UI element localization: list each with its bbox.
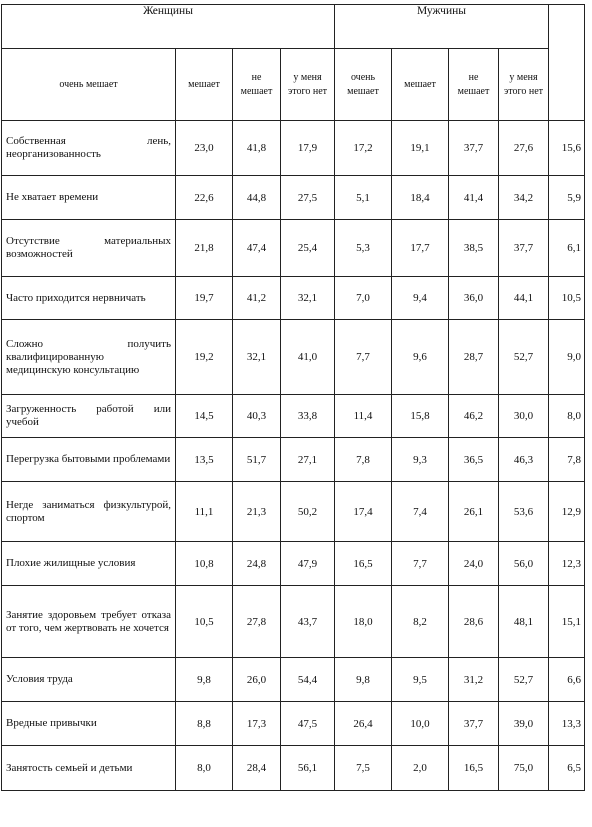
table-row [2, 121, 585, 176]
value-cell: 27,6 [499, 121, 549, 176]
row-label: Перегрузка бытовыми проблемами [2, 438, 176, 482]
value-cell: 15,8 [392, 395, 449, 438]
value-cell: 41,2 [233, 277, 281, 320]
table-row [2, 586, 585, 658]
value-cell: 30,0 [499, 395, 549, 438]
header-women: Женщины [2, 5, 335, 49]
value-cell: 36,0 [449, 277, 499, 320]
value-cell: 41,4 [449, 176, 499, 220]
value-cell: 56,0 [499, 542, 549, 586]
header-men-col-1: мешает [392, 49, 449, 121]
header-men-col-0: очень мешает [335, 49, 392, 121]
value-cell: 47,9 [281, 542, 335, 586]
row-label: Сложно получить квалифицированную медицинскую консультацию [2, 320, 176, 395]
value-cell: 41,0 [281, 320, 335, 395]
value-cell: 17,3 [233, 702, 281, 746]
table-row [2, 482, 585, 542]
value-cell: 7,7 [335, 320, 392, 395]
value-cell: 8,8 [176, 702, 233, 746]
value-cell: 10,5 [549, 277, 585, 320]
value-cell: 37,7 [499, 220, 549, 277]
value-cell: 15,1 [549, 586, 585, 658]
value-cell: 7,4 [392, 482, 449, 542]
value-cell: 37,7 [449, 702, 499, 746]
value-cell: 75,0 [499, 746, 549, 791]
value-cell: 8,0 [549, 395, 585, 438]
value-cell: 7,8 [335, 438, 392, 482]
header-row-columns [2, 49, 585, 121]
header-men: Мужчины [335, 5, 549, 49]
survey-table [1, 4, 585, 791]
value-cell: 28,6 [449, 586, 499, 658]
value-cell: 31,2 [449, 658, 499, 702]
table-row [2, 220, 585, 277]
header-men-col-2: не мешает [449, 49, 499, 121]
value-cell: 8,2 [392, 586, 449, 658]
value-cell: 37,7 [449, 121, 499, 176]
value-cell: 2,0 [392, 746, 449, 791]
value-cell: 26,0 [233, 658, 281, 702]
value-cell: 19,1 [392, 121, 449, 176]
value-cell: 28,7 [449, 320, 499, 395]
row-label: Собственная лень, неорганизованность [2, 121, 176, 176]
value-cell: 34,2 [499, 176, 549, 220]
table-body [2, 5, 585, 791]
value-cell: 6,6 [549, 658, 585, 702]
table-row [2, 702, 585, 746]
value-cell: 16,5 [335, 542, 392, 586]
value-cell: 41,8 [233, 121, 281, 176]
value-cell: 16,5 [449, 746, 499, 791]
value-cell: 18,0 [335, 586, 392, 658]
value-cell: 11,4 [335, 395, 392, 438]
table-row [2, 277, 585, 320]
table-row [2, 320, 585, 395]
value-cell: 32,1 [281, 277, 335, 320]
value-cell: 52,7 [499, 658, 549, 702]
header-blank [549, 5, 585, 121]
value-cell: 5,1 [335, 176, 392, 220]
value-cell: 7,5 [335, 746, 392, 791]
value-cell: 6,1 [549, 220, 585, 277]
value-cell: 12,9 [549, 482, 585, 542]
value-cell: 21,8 [176, 220, 233, 277]
value-cell: 22,6 [176, 176, 233, 220]
value-cell: 14,5 [176, 395, 233, 438]
value-cell: 46,3 [499, 438, 549, 482]
row-label: Негде заниматься физкультурой, спортом [2, 482, 176, 542]
value-cell: 5,3 [335, 220, 392, 277]
value-cell: 13,5 [176, 438, 233, 482]
value-cell: 19,7 [176, 277, 233, 320]
value-cell: 28,4 [233, 746, 281, 791]
value-cell: 56,1 [281, 746, 335, 791]
value-cell: 50,2 [281, 482, 335, 542]
table-row [2, 658, 585, 702]
value-cell: 11,1 [176, 482, 233, 542]
value-cell: 27,5 [281, 176, 335, 220]
value-cell: 5,9 [549, 176, 585, 220]
value-cell: 52,7 [499, 320, 549, 395]
table-row [2, 438, 585, 482]
row-label: Не хватает времени [2, 176, 176, 220]
table-row [2, 746, 585, 791]
value-cell: 39,0 [499, 702, 549, 746]
header-women-col-2: у меня этого нет [281, 49, 335, 121]
value-cell: 7,0 [335, 277, 392, 320]
value-cell: 17,4 [335, 482, 392, 542]
value-cell: 9,3 [392, 438, 449, 482]
row-label: Загруженность работой или учебой [2, 395, 176, 438]
value-cell: 13,3 [549, 702, 585, 746]
value-cell: 19,2 [176, 320, 233, 395]
value-cell: 26,4 [335, 702, 392, 746]
value-cell: 9,5 [392, 658, 449, 702]
header-first-column: очень мешает [2, 49, 176, 121]
value-cell: 9,8 [176, 658, 233, 702]
value-cell: 27,1 [281, 438, 335, 482]
value-cell: 6,5 [549, 746, 585, 791]
value-cell: 10,5 [176, 586, 233, 658]
value-cell: 9,0 [549, 320, 585, 395]
row-label: Условия труда [2, 658, 176, 702]
value-cell: 44,1 [499, 277, 549, 320]
value-cell: 40,3 [233, 395, 281, 438]
row-label: Отсутствие материальных возможностей [2, 220, 176, 277]
value-cell: 43,7 [281, 586, 335, 658]
value-cell: 48,1 [499, 586, 549, 658]
header-row-groups [2, 5, 585, 49]
value-cell: 21,3 [233, 482, 281, 542]
value-cell: 17,7 [392, 220, 449, 277]
value-cell: 47,5 [281, 702, 335, 746]
value-cell: 25,4 [281, 220, 335, 277]
value-cell: 27,8 [233, 586, 281, 658]
value-cell: 46,2 [449, 395, 499, 438]
row-label: Занятие здоровьем требует отказа от того, чем жертвовать не хочется [2, 586, 176, 658]
value-cell: 10,0 [392, 702, 449, 746]
value-cell: 26,1 [449, 482, 499, 542]
value-cell: 44,8 [233, 176, 281, 220]
value-cell: 24,8 [233, 542, 281, 586]
table-row [2, 395, 585, 438]
row-label: Занятость семьей и детьми [2, 746, 176, 791]
table-row [2, 176, 585, 220]
value-cell: 36,5 [449, 438, 499, 482]
value-cell: 12,3 [549, 542, 585, 586]
value-cell: 9,8 [335, 658, 392, 702]
value-cell: 54,4 [281, 658, 335, 702]
header-women-col-0: мешает [176, 49, 233, 121]
value-cell: 32,1 [233, 320, 281, 395]
row-label: Вредные привычки [2, 702, 176, 746]
value-cell: 38,5 [449, 220, 499, 277]
value-cell: 9,4 [392, 277, 449, 320]
value-cell: 7,7 [392, 542, 449, 586]
header-women-col-1: не мешает [233, 49, 281, 121]
value-cell: 33,8 [281, 395, 335, 438]
value-cell: 17,2 [335, 121, 392, 176]
value-cell: 15,6 [549, 121, 585, 176]
value-cell: 23,0 [176, 121, 233, 176]
value-cell: 24,0 [449, 542, 499, 586]
value-cell: 17,9 [281, 121, 335, 176]
table-row [2, 542, 585, 586]
row-label: Часто приходится нервничать [2, 277, 176, 320]
value-cell: 9,6 [392, 320, 449, 395]
value-cell: 8,0 [176, 746, 233, 791]
value-cell: 47,4 [233, 220, 281, 277]
header-men-col-3: у меня этого нет [499, 49, 549, 121]
value-cell: 53,6 [499, 482, 549, 542]
row-label: Плохие жилищные условия [2, 542, 176, 586]
value-cell: 18,4 [392, 176, 449, 220]
value-cell: 51,7 [233, 438, 281, 482]
value-cell: 7,8 [549, 438, 585, 482]
value-cell: 10,8 [176, 542, 233, 586]
